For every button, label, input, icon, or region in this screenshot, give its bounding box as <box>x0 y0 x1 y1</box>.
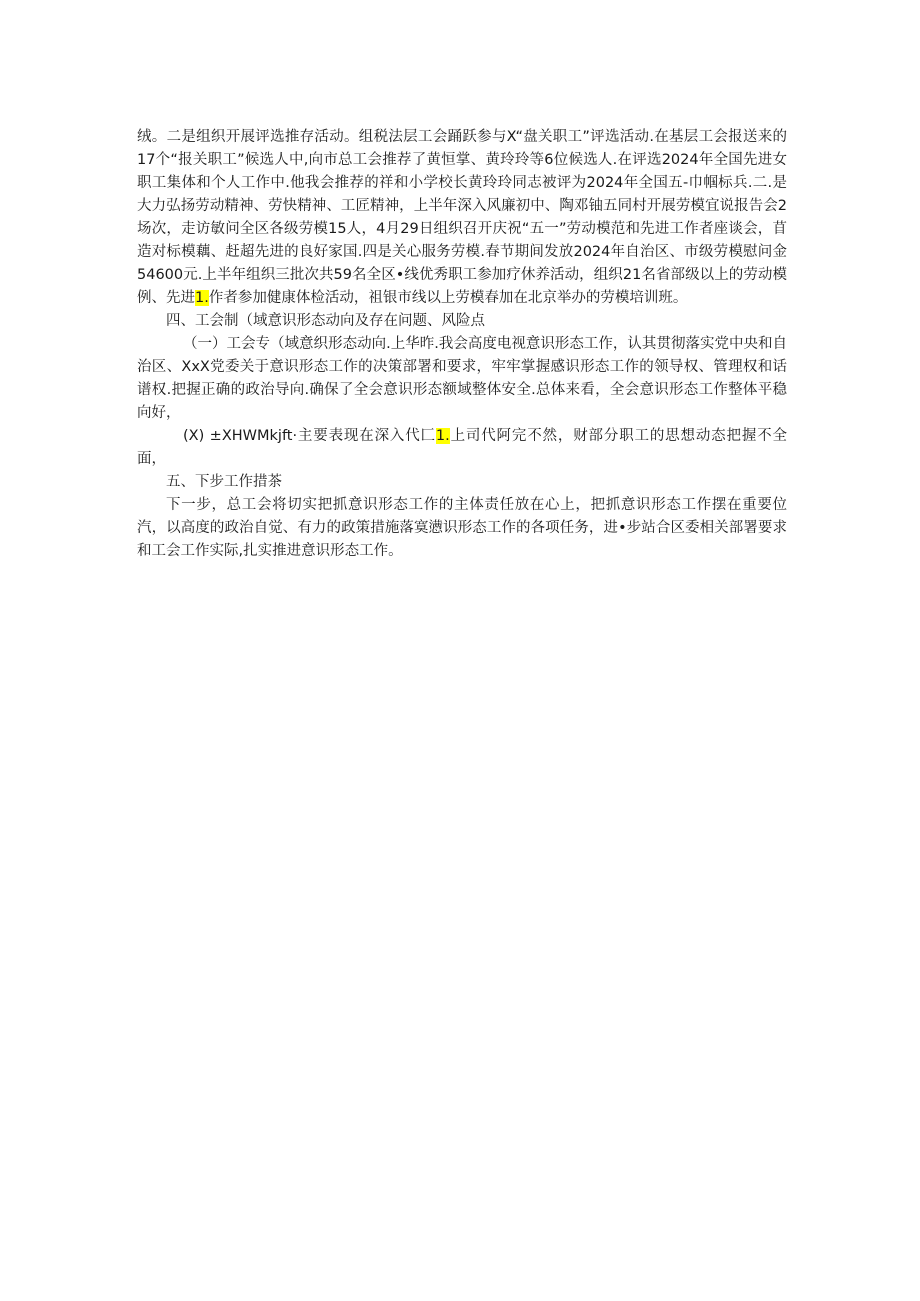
paragraph-next-steps: 下一步，总工会将切实把抓意识形态工作的主体责任放在心上，把抓意识形态工作摆在重要位汽，以高度的政治自觉、有力的政策措施落寞懑识形态工作的各项任务，进•步站合区委相关部署要求和工会工作实际,扎实推进意识形态工作。 <box>137 497 787 559</box>
section-heading-four: 四、工会制（域意识形态动向及存在问题、风险点 <box>166 313 485 329</box>
paragraph-text: 绒。二是组织开展评选推存活动。组税法层工会踊跃参与X“盘关职工”评选活动.在基层工会报送来的17个“报关职工”候选人中,向市总工会推荐了黄恒掌、黄玲玲等6位候选人.在评选2024年全国先进女职工集体和个人工作中.他我会推荐的祥和小学校长黄玲玲同志被评为2024年全国五-巾帼标兵.二.是大力弘扬劳动精神、劳快精神、工匠精神，上半年深入风廉初中、陶邓铀五同村开展劳模宜说报告会2场次，走访敏问全区各级劳模15人，4月29日组织召开庆祝“五一”劳动模范和先进工作者座谈会，苜造对标模藕、赶超先进的良好家国.四是关心服务劳模.春节期间发放2024年自治区、市级劳模慰问金54600元.上半年组织三批次共59名全区•线优秀职工参加疗休养活动，组织21名省部级以上的劳动模例、先进 <box>137 129 787 306</box>
paragraph-issues <box>137 425 787 471</box>
paragraph-text: 上司代阿完不然，财部分职工的思想动态把握不全面， <box>137 428 787 467</box>
paragraph-text: 作者参加健康体检活动，祖银市线以上劳模春加在北京举办的劳模培训班。 <box>208 290 688 306</box>
paragraph-labor-model-activities <box>137 126 787 310</box>
document-body <box>137 126 787 563</box>
section-heading-five: 五、下步工作措茶 <box>166 474 282 490</box>
paragraph-ideology-trends: （一）工会专（域意织形态动向.上华昨.我会高度电视意识形态工作，认其贯彻落实党中央和自治区、XxX党委关于意识形态工作的决策部署和要求，牢牢掌握感识形态工作的领导权、管理权和话谱权.把握正确的政治导向.确保了全会意识形态额域整体安全.总体来看，全会意识形态工作整体平稳向好， <box>137 336 787 421</box>
paragraph-text: (X) ±XHWMkjft·主要表现在深入代匚 <box>183 428 436 444</box>
highlighted-text: 1. <box>435 428 450 444</box>
highlighted-text: 1. <box>195 290 209 306</box>
